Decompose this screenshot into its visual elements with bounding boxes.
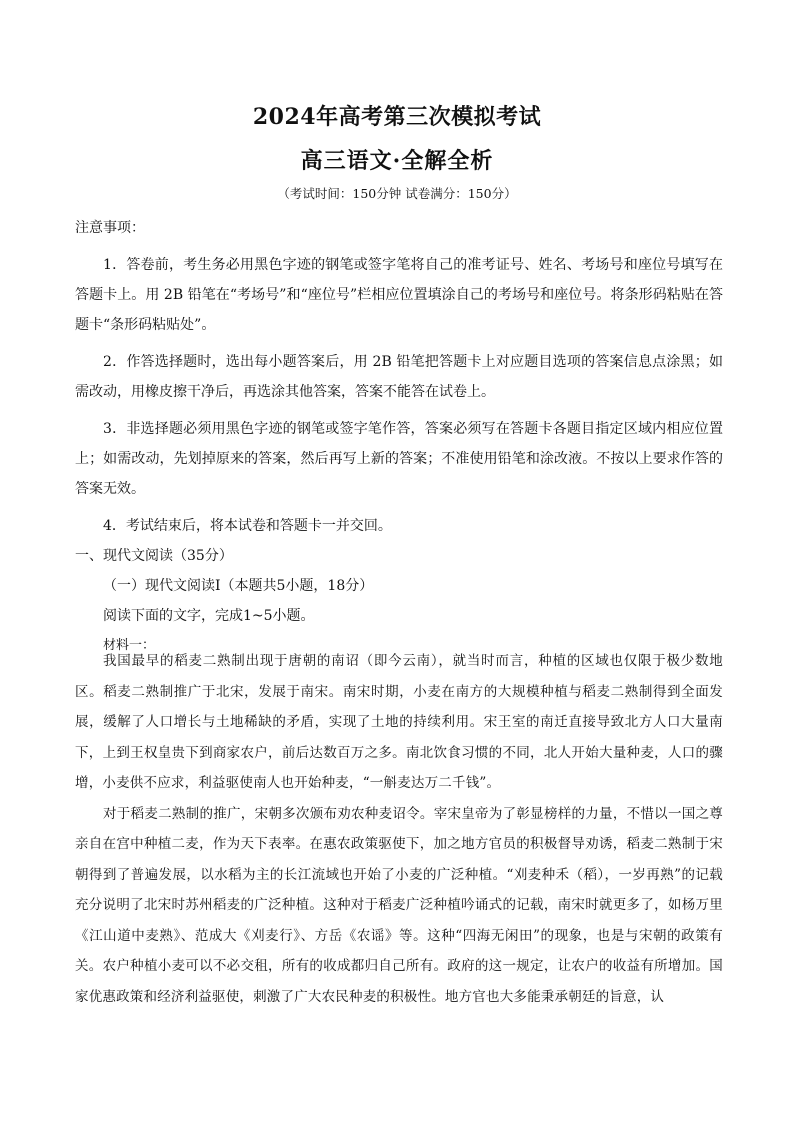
material-paragraph-1: 我国最早的稻麦二熟制出现于唐朝的南诏（即今云南），就当时而言，种植的区域也仅限于极少数地区。稻麦二熟制推广于北宋，发展于南宋。南宋时期，小麦在南方的大规模种植与稻麦二熟制得到全面发展，缓解了人口增长与土地稀缺的矛盾，实现了土地的持续利用。宋王室的南迁直接导致北方人口大量南下，上到王权皇贵下到商家农户，前后达数百万之多。南北饮食习惯的不同，北人开始大量种麦，人口的骤增，小麦供不应求，利益驱使南人也开始种麦，“一斛麦达万二千钱”。 [75, 653, 723, 791]
notice-item-4: 4．考试结束后，将本试卷和答题卡一并交回。 [103, 518, 392, 534]
exam-subtitle: 高三语文·全解全析 [300, 148, 494, 174]
section-heading: 一、现代文阅读（35分） [75, 548, 233, 564]
exam-title: 2024年高考第三次模拟考试 [252, 104, 542, 130]
material-label: 材料一： [103, 638, 156, 653]
notice-section [75, 213, 723, 661]
notice-heading: 注意事项： [75, 220, 145, 236]
notice-item-2: 2．作答选择题时，选出每小题答案后，用 2B 铅笔把答题卡上对应题目选项的答案信息点涂黑；如需改动，用橡皮擦干净后，再选涂其他答案，答案不能答在试卷上。 [75, 354, 723, 400]
notice-item-1: 1．答卷前，考生务必用黑色字迹的钢笔或签字笔将自己的准考证号、姓名、考场号和座位号填写在答题卡上。用 2B 铅笔在“考场号”和“座位号”栏相应位置填涂自己的考场号和座位号。将条形码粘贴在答题卡“条形码粘贴处”。 [75, 257, 723, 333]
material-text [75, 646, 723, 1012]
exam-meta: （考试时间：150分钟 试卷满分：150分） [277, 186, 517, 201]
section-instruction: 阅读下面的文字，完成1~5小题。 [103, 608, 315, 624]
notice-item-3: 3．非选择题必须用黑色字迹的钢笔或签字笔作答，答案必须写在答题卡各题目指定区域内相应位置上；如需改动，先划掉原来的答案，然后再写上新的答案；不准使用铅笔和涂改液。不按以上要求作答的答案无效。 [75, 421, 723, 497]
material-paragraph-2: 对于稻麦二熟制的推广，宋朝多次颁布劝农种麦诏令。宰宋皇帝为了彰显榜样的力量，不惜以一国之尊亲自在宫中种植二麦，作为天下表率。在惠农政策驱使下，加之地方官员的积极督导劝诱，稻麦二熟制于宋朝得到了普遍发展，以水稻为主的长江流域也开始了小麦的广泛种植。“刈麦种禾（稻），一岁再熟”的记载充分说明了北宋时苏州稻麦的广泛种植。这种对于稻麦广泛种植吟诵式的记载，南宋时就更多了，如杨万里《江山道中麦熟》、范成大《刈麦行》、方岳《农谣》等。这种“四海无闲田”的现象，也是与宋朝的政策有关。农户种植小麦可以不必交租，所有的收成都归自己所有。政府的这一规定，让农户的收益有所增加。国家优惠政策和经济利益驱使，刺激了广大农民种麦的积极性。地方官也大多能秉承朝廷的旨意，认 [75, 805, 723, 1005]
section-subheading: （一）现代文阅读Ⅰ（本题共5小题，18分） [103, 578, 374, 594]
